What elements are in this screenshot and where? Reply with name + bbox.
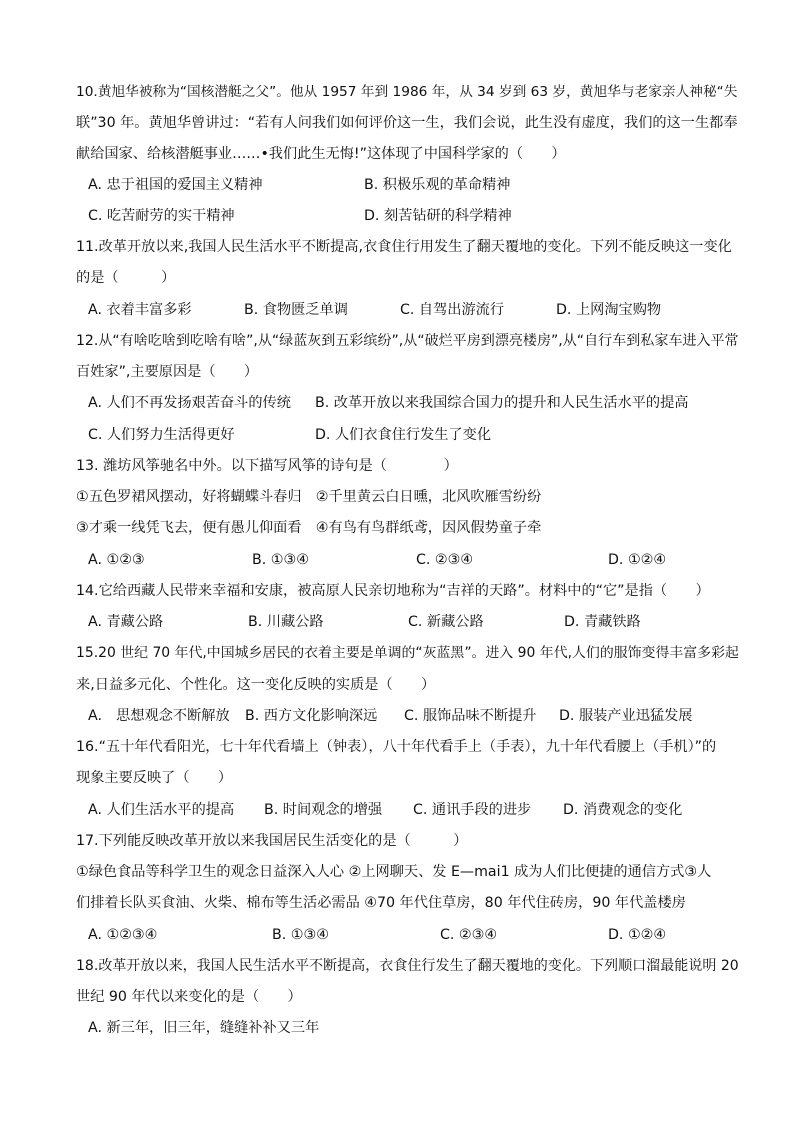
q17-option-c: C. ②③④ xyxy=(440,927,498,943)
q12-option-d: D. 人们衣食住行发生了变化 xyxy=(315,427,492,443)
q10-option-a: A. 忠于祖国的爱国主义精神 xyxy=(88,177,263,193)
q10-stem-line-1: 10.黄旭华被称为“国核潜艇之父”。他从 1957 年到 1986 年，从 34 岁到 63 岁，黄旭华与老家亲人神秘“失 xyxy=(76,84,738,100)
q13-option-c: C. ②③④ xyxy=(416,552,474,568)
q12-option-c: C. 人们努力生活得更好 xyxy=(88,427,235,443)
q18-stem-line-2: 世纪 90 年代以来变化的是（ ） xyxy=(76,989,302,1005)
q11-option-a: A. 衣着丰富多彩 xyxy=(88,302,192,318)
q14-option-c: C. 新藏公路 xyxy=(408,614,484,630)
q17-option-a: A. ①②③④ xyxy=(88,927,158,943)
q11-stem-line-2: 的是（ ） xyxy=(76,270,176,286)
q13-option-a: A. ①②③ xyxy=(88,552,145,568)
q12-option-a: A. 人们不再发扬艰苦奋斗的传统 xyxy=(88,395,291,411)
q10-option-b: B. 积极乐观的革命精神 xyxy=(364,177,511,193)
q15-options-row xyxy=(88,706,728,726)
q16-option-d: D. 消费观念的变化 xyxy=(563,802,683,818)
q17-option-d: D. ①②④ xyxy=(608,927,667,943)
q14-stem-line-1: 14.它给西藏人民带来幸福和安康，被高原人民亲切地称为“吉祥的天路”。材料中的“它”是指（ ） xyxy=(76,583,710,599)
q18-stem-line-1: 18.改革开放以来，我国人民生活水平不断提高，衣食住行发生了翻天覆地的变化。下列顺口溜最能说明 20 xyxy=(76,958,739,974)
q10-stem-line-2: 联”30 年。黄旭华曾讲过：“若有人问我们如何评价这一生，我们会说，此生没有虚度，我们的这一生都奉 xyxy=(76,115,738,131)
q10-stem-line-3: 献给国家、给核潜艇事业……•我们此生无悔!”这体现了中国科学家的（ ） xyxy=(76,146,566,162)
q14-option-b: B. 川藏公路 xyxy=(248,614,324,630)
q16-option-b: B. 时间观念的增强 xyxy=(264,802,383,818)
q12-option-b: B. 改革开放以来我国综合国力的提升和人民生活水平的提高 xyxy=(315,395,689,411)
q15-option-a: A. 思想观念不断解放 xyxy=(88,708,230,724)
q10-option-c: C. 吃苦耐劳的实干精神 xyxy=(88,208,235,224)
q17-options-row xyxy=(88,925,728,945)
q14-option-d: D. 青藏铁路 xyxy=(564,614,641,630)
q13-stem-line-1: 13. 潍坊风筝驰名中外。以下描写风筝的诗句是（ ） xyxy=(76,458,458,474)
q17-stem-line-3: 们排着长队买食油、火柴、棉布等生活必需品 ④70 年代住草房，80 年代住砖房，90 年代盖楼房 xyxy=(76,895,686,911)
q10-options-row-1 xyxy=(88,175,728,195)
q15-option-d: D. 服装产业迅猛发展 xyxy=(559,708,693,724)
q12-options-row-1 xyxy=(88,393,728,413)
q13-option-b: B. ①③④ xyxy=(252,552,309,568)
q14-options-row xyxy=(88,612,728,632)
q18-options-row xyxy=(88,1018,728,1038)
q15-stem-line-2: 来,日益多元化、个性化。这一变化反映的实质是（ ） xyxy=(76,677,436,693)
q11-stem-line-1: 11.改革开放以来,我国人民生活水平不断提高,衣食住行用发生了翻天覆地的变化。下列不能反映这一变化 xyxy=(76,239,732,255)
q11-option-d: D. 上网淘宝购物 xyxy=(556,302,662,318)
q10-option-d: D. 刻苦钻研的科学精神 xyxy=(364,208,512,224)
q14-option-a: A. 青藏公路 xyxy=(88,614,164,630)
q12-options-row-2 xyxy=(88,425,728,445)
q13-stem-line-2: ①五色罗裙风摆动，好将蝴蝶斗春归 ②千里黄云白日曛，北风吹雁雪纷纷 xyxy=(76,489,542,505)
q16-options-row xyxy=(88,800,728,820)
q15-option-b: B. 西方文化影响深远 xyxy=(245,708,378,724)
q15-option-c: C. 服饰品味不断提升 xyxy=(404,708,537,724)
q16-stem-line-1: 16.“五十年代看阳光，七十年代看墙上（钟表），八十年代看手上（手表），九十年代看腰上（手机）”的 xyxy=(76,739,717,755)
q13-option-d: D. ①②④ xyxy=(608,552,667,568)
q16-option-a: A. 人们生活水平的提高 xyxy=(88,802,235,818)
q11-options-row xyxy=(88,300,728,320)
q11-option-b: B. 食物匮乏单调 xyxy=(244,302,348,318)
q17-stem-line-2: ①绿色食品等科学卫生的观念日益深入人心 ②上网聊天、发 E—mai1 成为人们比便捷的通信方式③人 xyxy=(76,864,712,880)
q18-option-a: A. 新三年，旧三年，缝缝补补又三年 xyxy=(88,1020,320,1036)
q17-stem-line-1: 17.下列能反映改革开放以来我国居民生活变化的是（ ） xyxy=(76,833,468,849)
q13-options-row xyxy=(88,550,728,570)
q12-stem-line-2: 百姓家”,主要原因是（ ） xyxy=(76,364,259,380)
q13-stem-line-3: ③才乘一线凭飞去，便有愚儿仰面看 ④有鸟有鸟群纸鸢，因风假势童子牵 xyxy=(76,520,542,536)
q16-option-c: C. 通讯手段的进步 xyxy=(413,802,532,818)
q12-stem-line-1: 12.从“有啥吃啥到吃啥有啥”,从“绿蓝灰到五彩缤纷”,从“破烂平房到漂亮楼房”,从“自行车到私家车进入平常 xyxy=(76,333,739,349)
q11-option-c: C. 自驾出游流行 xyxy=(400,302,505,318)
q16-stem-line-2: 现象主要反映了（ ） xyxy=(76,770,233,786)
q17-option-b: B. ①③④ xyxy=(272,927,329,943)
q15-stem-line-1: 15.20 世纪 70 年代,中国城乡居民的衣着主要是单调的“灰蓝黑”。进入 90 年代,人们的服饰变得丰富多彩起 xyxy=(76,645,739,661)
q10-options-row-2 xyxy=(88,206,728,226)
